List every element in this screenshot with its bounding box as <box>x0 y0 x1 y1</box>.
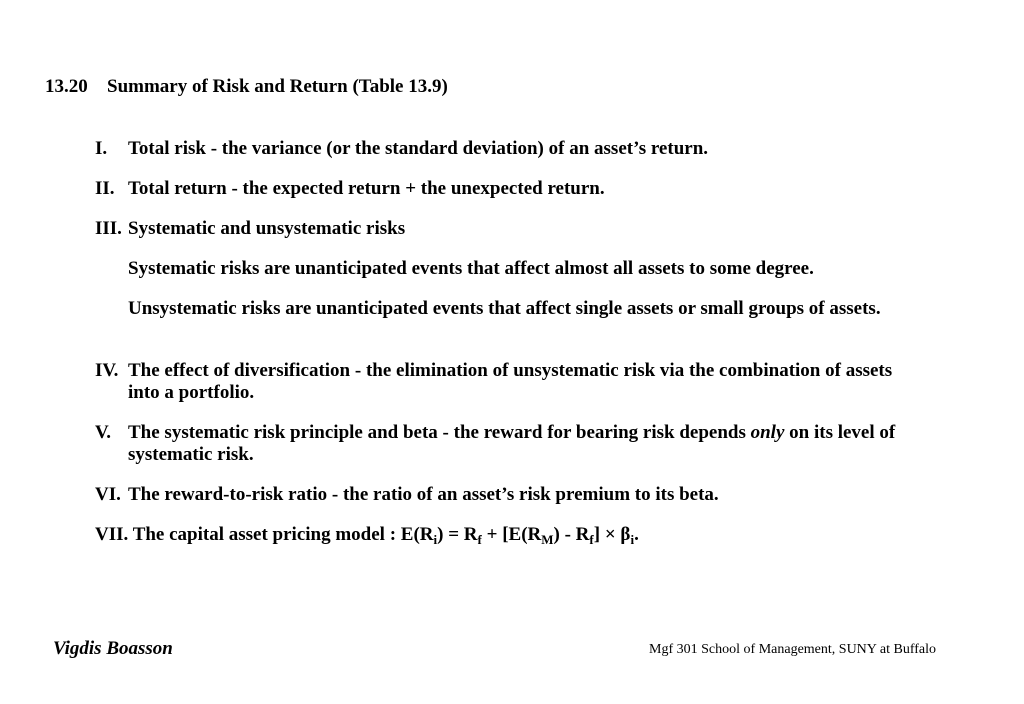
item-text: The reward-to-risk ratio - the ratio of an asset’s risk premium to its beta. <box>128 484 719 505</box>
list-item-total-risk <box>95 138 925 160</box>
footer-course: Mgf 301 School of Management, SUNY at Buffalo <box>649 642 936 657</box>
capm-formula: $E(R_i) = R_f + [E(R_M) - R_f] \times \beta_i$. <box>400 524 639 547</box>
item-text: Total return - the expected return + the unexpected return. <box>128 178 605 199</box>
footer-author: Vigdis Boasson <box>53 638 173 659</box>
list-item-reward-to-risk <box>95 484 925 506</box>
item-label: IV. <box>95 360 119 381</box>
item-label: V. <box>95 422 112 443</box>
list-item-systematic-unsystematic <box>95 218 925 240</box>
section-title <box>45 76 448 98</box>
item-label: VI. <box>95 484 121 505</box>
section-title-text: Summary of Risk and Return (Table 13.9) <box>107 76 448 97</box>
item-text: Total risk - the variance (or the standard deviation) of an asset’s return. <box>128 138 709 159</box>
item-label: I. <box>95 138 108 159</box>
section-number: 13.20 <box>45 76 88 97</box>
item-label: III. <box>95 218 122 239</box>
item-label: VII. <box>95 524 129 545</box>
sub-item-unsystematic-risks: Unsystematic risks are unanticipated events that affect single assets or small groups of assets. <box>128 298 881 319</box>
item-text-emphasis: only <box>750 422 785 443</box>
item-text-after: on its level of systematic risk. <box>128 422 896 465</box>
item-text-before: The systematic risk principle and beta - the reward for bearing risk depends <box>128 422 751 443</box>
item-text <box>128 422 925 466</box>
list-item-capm <box>95 524 925 546</box>
item-text: The effect of diversification - the elimination of unsystematic risk via the combination of assets into a portfolio. <box>128 360 893 403</box>
item-text: The capital asset pricing model : <box>132 524 397 545</box>
list-item-systematic-risk-principle <box>95 422 925 466</box>
item-label: II. <box>95 178 115 199</box>
sub-item-systematic-risks: Systematic risks are unanticipated events that affect almost all assets to some degree. <box>128 258 814 279</box>
list-item-diversification <box>95 360 925 404</box>
item-text: Systematic and unsystematic risks <box>128 218 406 239</box>
list-item-total-return <box>95 178 925 200</box>
